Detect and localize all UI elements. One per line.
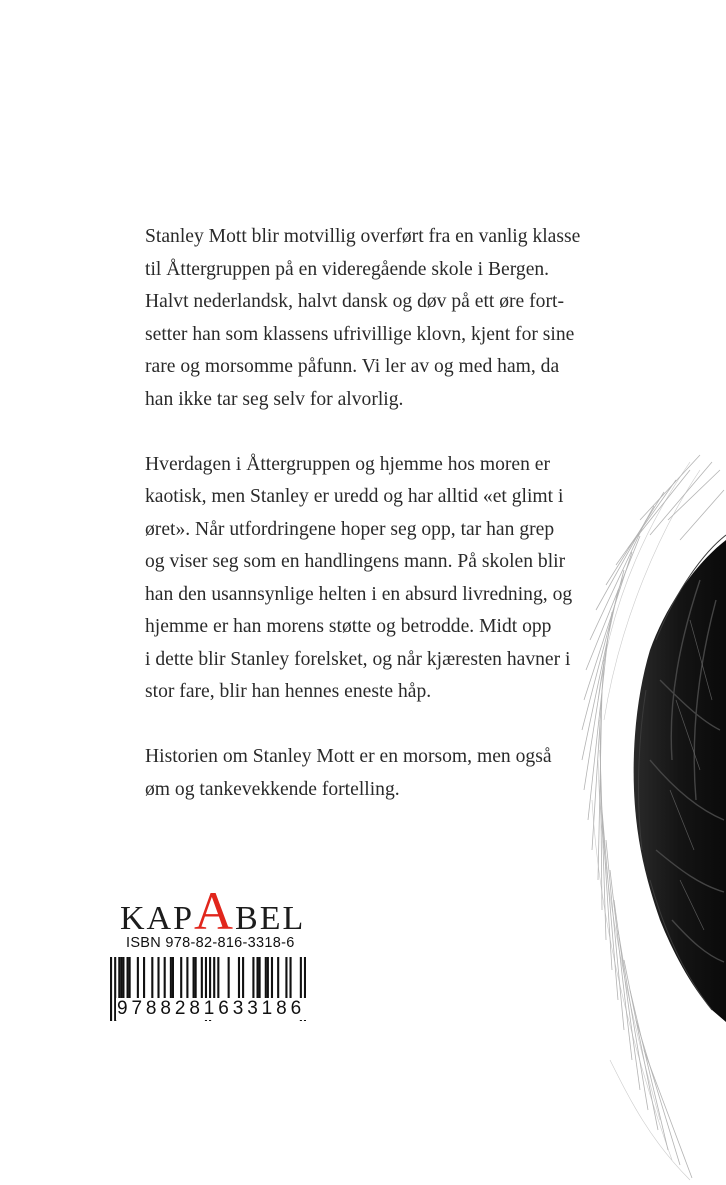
blurb-line: Hverdagen i Åttergruppen og hjemme hos moren er	[145, 453, 551, 475]
blurb-line: hjemme er han morens støtte og betrodde. Midt opp	[145, 616, 552, 637]
publisher-logo	[120, 881, 306, 941]
blurb-line: øret». Når utfordringene hoper seg opp, tar han grep	[145, 518, 555, 540]
publisher-logo-highlight: A	[194, 881, 236, 941]
blurb-line: han den usannsynlige helten i en absurd livredning, og	[145, 583, 573, 605]
back-cover-blurb	[145, 221, 615, 806]
blurb-paragraph	[145, 741, 615, 806]
blurb-line: til Åttergruppen på en videregående skole i Bergen.	[145, 258, 550, 280]
blurb-line: han ikke tar seg selv for alvorlig.	[145, 388, 404, 410]
isbn-label: ISBN 978-82-816-3318-6	[126, 935, 295, 951]
publisher-logo-prefix: KAP	[120, 900, 195, 937]
blurb-line: og viser seg som en handlingens mann. På skolen blir	[145, 551, 566, 572]
publisher-logo-suffix: BEL	[235, 900, 306, 937]
blurb-line: øm og tankevekkende fortelling.	[145, 778, 400, 800]
blurb-line: Stanley Mott blir motvillig overført fra en vanlig klasse	[145, 226, 581, 247]
blurb-line: rare og morsomme påfunn. Vi ler av og med ham, da	[145, 356, 560, 377]
blurb-paragraph	[145, 449, 615, 709]
blurb-line: setter han som klassens ufrivillige klovn, kjent for sine	[145, 323, 575, 345]
blurb-line: kaotisk, men Stanley er uredd og har alltid «et glimt i	[145, 486, 564, 507]
barcode-digits: 9788281633186	[117, 998, 306, 1019]
barcode-bar	[110, 957, 112, 1021]
blurb-line: i dette blir Stanley forelsket, og når kjæresten havner i	[145, 648, 571, 670]
blurb-line: stor fare, blir han hennes eneste håp.	[145, 681, 432, 702]
blurb-paragraph	[145, 221, 615, 416]
blurb-line: Halvt nederlandsk, halvt dansk og døv på ett øre fort-	[145, 291, 564, 312]
blurb-line: Historien om Stanley Mott er en morsom, men også	[145, 746, 552, 767]
